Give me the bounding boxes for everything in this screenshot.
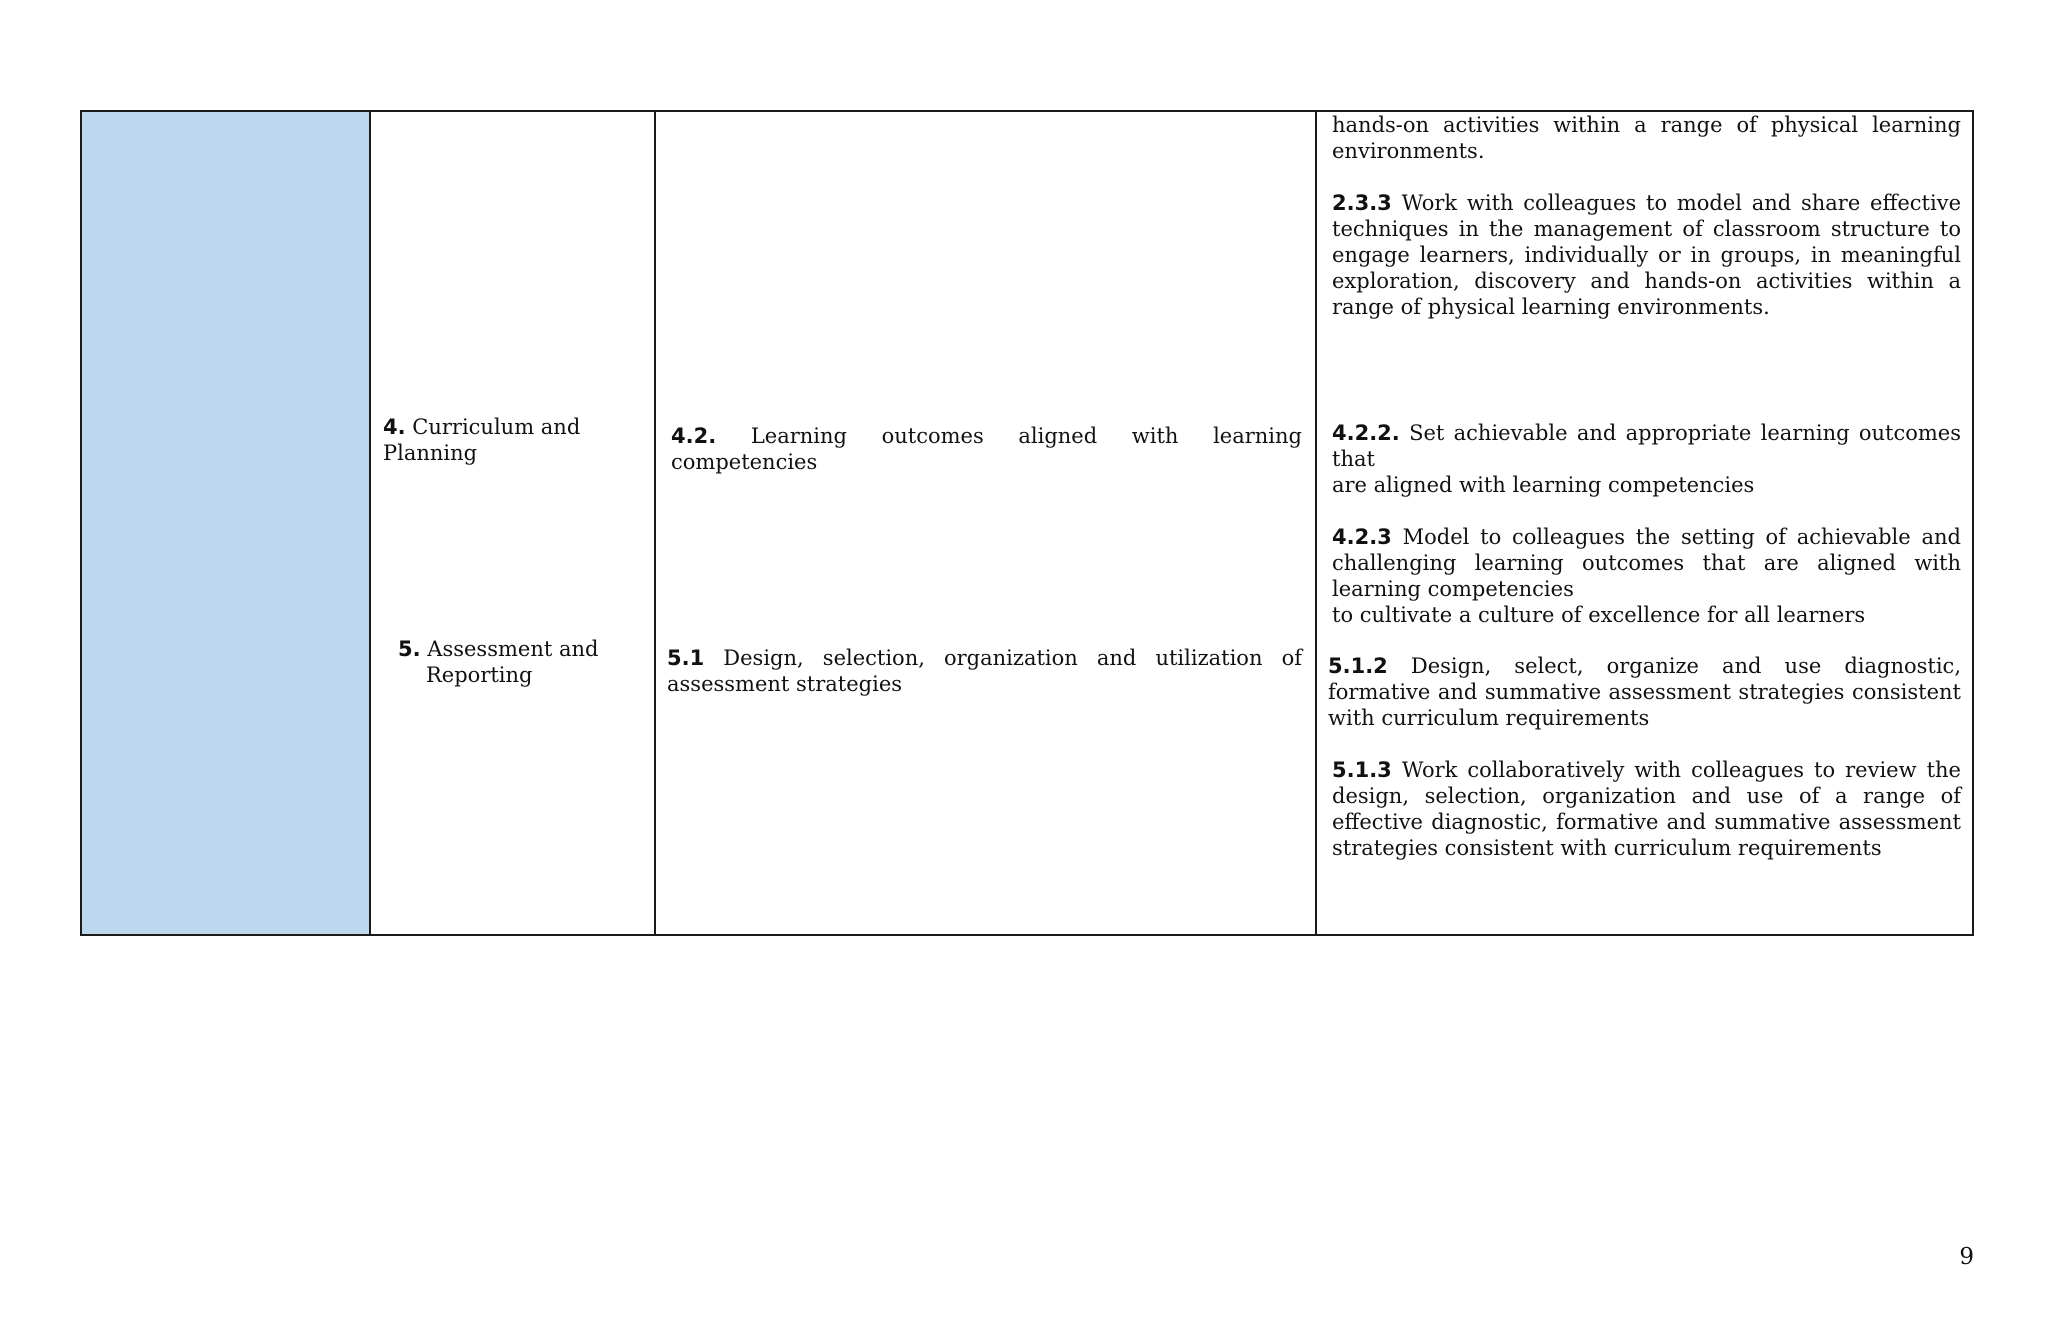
indicator-2-3-3-text: Work with colleagues to model and share effective techniques in the management of classroom structure to engage learners, individually or in groups, in meaningful exploration, discovery and hands-on activities within a range of physical learning environments. — [1332, 191, 1961, 319]
indicator-4-2-3-text-line1: Model to colleagues the setting of achievable and challenging learning outcomes that are aligned with learning competencies — [1332, 525, 1961, 601]
indicator-5-1-3-text: Work collaboratively with colleagues to review the design, selection, organization and use of a range of effective diagnostic, formative and summative assessment strategies consistent with curriculum requirements — [1332, 758, 1961, 860]
indicator-4-2-2 — [1332, 420, 1961, 498]
domain-4-number: 4. — [383, 415, 406, 439]
indicator-column — [1317, 112, 1972, 934]
strand-4-2 — [671, 423, 1302, 475]
strand-column — [656, 112, 1317, 934]
strand-5-1 — [667, 645, 1302, 697]
indicator-4-2-3-text-line2: to cultivate a culture of excellence for all learners — [1332, 603, 1866, 627]
indicator-4-2-2-number: 4.2.2. — [1332, 421, 1400, 445]
standards-table — [80, 110, 1974, 936]
page-number: 9 — [1959, 1244, 1974, 1270]
indicator-5-1-3-number: 5.1.3 — [1332, 758, 1392, 782]
indicator-continued-text: hands-on activities within a range of physical learning environments. — [1332, 113, 1961, 163]
indicator-2-3-3 — [1332, 190, 1961, 320]
strand-5-1-number: 5.1 — [667, 646, 705, 670]
domain-5-label — [398, 636, 638, 688]
indicator-4-2-2-text-line1: Set achievable and appropriate learning outcomes that — [1332, 421, 1961, 471]
indicator-2-3-3-number: 2.3.3 — [1332, 191, 1392, 215]
domain-4-label — [383, 414, 633, 466]
domain-column — [371, 112, 656, 934]
indicator-5-1-2-number: 5.1.2 — [1328, 654, 1388, 678]
indicator-4-2-2-text-line2: are aligned with learning competencies — [1332, 473, 1755, 497]
domain-4-title-line2: Planning — [383, 441, 478, 465]
strand-4-2-text: Learning outcomes aligned with learning competencies — [671, 424, 1302, 474]
indicator-5-1-2 — [1328, 653, 1961, 731]
indicator-4-2-3 — [1332, 524, 1961, 628]
indicator-5-1-3 — [1332, 757, 1961, 861]
indicator-5-1-2-text: Design, select, organize and use diagnostic, formative and summative assessment strategies consistent with curriculum requirements — [1328, 654, 1961, 730]
shaded-category-column — [82, 112, 371, 934]
indicator-4-2-3-number: 4.2.3 — [1332, 525, 1392, 549]
domain-5-title-line2: Reporting — [426, 663, 533, 687]
strand-4-2-number: 4.2. — [671, 424, 717, 448]
strand-5-1-text: Design, selection, organization and utilization of assessment strategies — [667, 646, 1302, 696]
domain-4-title-line1: Curriculum and — [412, 415, 581, 439]
domain-5-title-line1: Assessment and — [427, 637, 599, 661]
domain-5-number: 5. — [398, 637, 421, 661]
